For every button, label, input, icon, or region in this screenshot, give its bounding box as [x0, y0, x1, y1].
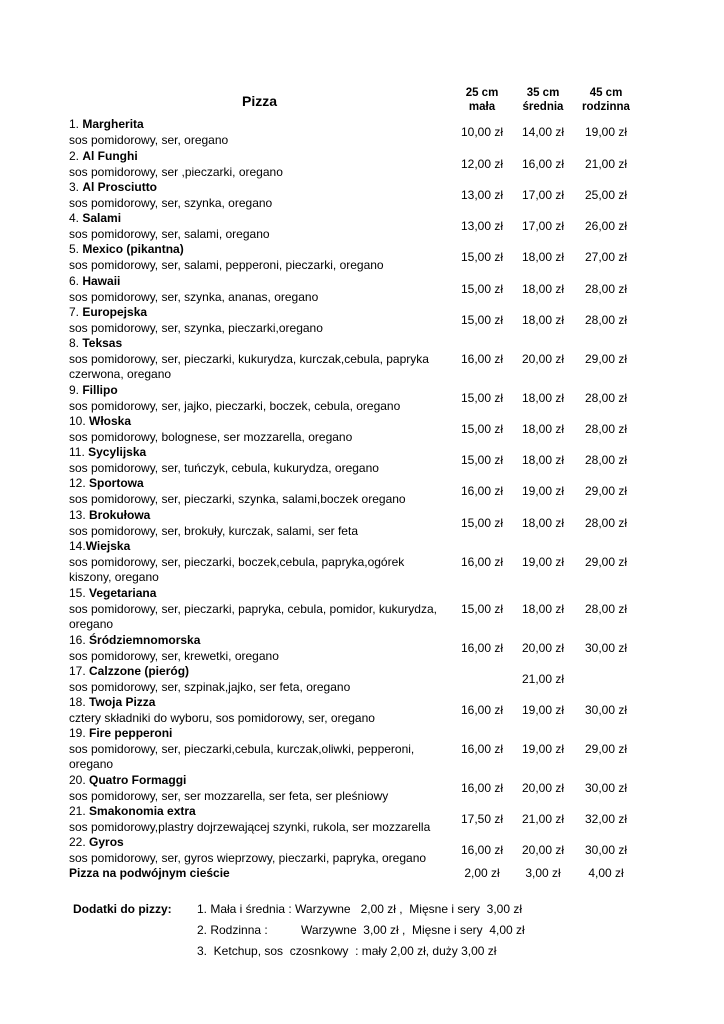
price-family: 29,00 zł [584, 741, 628, 756]
price-family: 27,00 zł [584, 250, 628, 265]
item-number: 8. [69, 336, 83, 350]
menu-item [69, 336, 649, 383]
item-ingredients: sos pomidorowy, ser, gyros wieprzowy, pieczarki, papryka, oregano [69, 850, 427, 865]
size-column-family [571, 86, 641, 114]
price-medium: 18,00 zł [521, 281, 565, 296]
menu-item [69, 242, 649, 274]
item-ingredients: sos pomidorowy, ser, pieczarki, kukurydza, kurczak,cebula, papryka czerwona, oregano [69, 351, 429, 382]
menu-item [69, 383, 649, 414]
menu-item [69, 726, 649, 773]
price-family: 29,00 zł [584, 484, 628, 499]
item-name: Śródziemnomorska [89, 633, 201, 647]
item-name: Fire pepperoni [89, 726, 173, 740]
menu-items [69, 117, 649, 866]
item-number: 15. [69, 586, 90, 600]
price-medium: 21,00 zł [521, 671, 565, 686]
price-medium: 19,00 zł [521, 554, 565, 569]
item-ingredients: sos pomidorowy, ser, szpinak,jajko, ser feta, oregano [69, 679, 351, 694]
price-small: 15,00 zł [460, 452, 504, 467]
item-number: 9. [69, 383, 83, 397]
item-number: 22. [69, 835, 90, 849]
item-number: 21. [69, 804, 90, 818]
extras-line-1: 1. Mała i średnia : Warzywne 2,00 zł , Mięsne i sery 3,00 zł [197, 902, 523, 916]
price-small: 16,00 zł [460, 351, 504, 366]
item-ingredients: cztery składniki do wyboru, sos pomidorowy, ser, oregano [69, 710, 375, 725]
price-family: 30,00 zł [584, 640, 628, 655]
price-medium: 18,00 zł [521, 515, 565, 530]
price-small: 15,00 zł [460, 312, 504, 327]
price-family: 30,00 zł [584, 842, 628, 857]
extras-line-3: 3. Ketchup, sos czosnkowy : mały 2,00 zł, duży 3,00 zł [197, 944, 497, 958]
item-number: 3. [69, 180, 83, 194]
size-cm: 25 cm [465, 87, 499, 99]
price-medium: 18,00 zł [521, 452, 565, 467]
item-name: Al Prosciutto [82, 180, 158, 194]
item-name: Sportowa [89, 476, 144, 490]
menu-item [69, 414, 649, 445]
menu-header [69, 85, 649, 117]
price-family: 29,00 zł [584, 554, 628, 569]
item-ingredients: sos pomidorowy, ser, pieczarki, szynka, salami,boczek oregano [69, 491, 406, 506]
price-family: 25,00 zł [584, 187, 628, 202]
item-ingredients: sos pomidorowy, ser, krewetki, oregano [69, 648, 279, 663]
item-name: Smakonomia extra [89, 804, 196, 818]
item-name: Mexico (pikantna) [82, 242, 184, 256]
price-medium: 20,00 zł [521, 351, 565, 366]
price-medium: 20,00 zł [521, 780, 565, 795]
size-cm: 35 cm [526, 87, 560, 99]
item-number: 1. [69, 117, 83, 131]
item-name: Brokułowa [89, 508, 151, 522]
item-name: Gyros [89, 835, 124, 849]
item-name: Sycylijska [88, 445, 147, 459]
price-small: 15,00 zł [460, 281, 504, 296]
item-ingredients: sos pomidorowy, ser ,pieczarki, oregano [69, 164, 283, 179]
menu-item [69, 804, 649, 835]
pizza-menu [69, 85, 649, 882]
item-name: Teksas [82, 336, 123, 350]
price-small: 15,00 zł [460, 601, 504, 616]
menu-item [69, 445, 649, 476]
price-family: 4,00 zł [588, 866, 624, 880]
menu-title: Pizza [242, 93, 278, 109]
price-small: 16,00 zł [460, 741, 504, 756]
price-family: 28,00 zł [584, 390, 628, 405]
item-ingredients: sos pomidorowy, ser, szynka, oregano [69, 195, 273, 210]
extras-label: Dodatki do pizzy: [73, 902, 172, 916]
price-small: 16,00 zł [460, 554, 504, 569]
price-family: 28,00 zł [584, 421, 628, 436]
item-ingredients: sos pomidorowy,plastry dojrzewającej szynki, rukola, ser mozzarella [69, 819, 431, 834]
menu-item [69, 274, 649, 305]
menu-item [69, 305, 649, 336]
menu-item [69, 586, 649, 633]
item-ingredients: sos pomidorowy, ser, salami, oregano [69, 226, 270, 241]
item-number: 16. [69, 633, 90, 647]
price-family: 32,00 zł [584, 811, 628, 826]
menu-item [69, 117, 649, 149]
item-ingredients: sos pomidorowy, ser, oregano [69, 132, 229, 147]
price-family: 28,00 zł [584, 312, 628, 327]
item-name: Margherita [82, 117, 144, 131]
menu-item [69, 508, 649, 539]
price-medium: 20,00 zł [521, 640, 565, 655]
item-name: Wiejska [85, 539, 131, 553]
price-medium: 19,00 zł [521, 702, 565, 717]
size-name: rodzinna [582, 101, 630, 113]
price-medium: 16,00 zł [521, 156, 565, 171]
price-family: 28,00 zł [584, 281, 628, 296]
price-small: 15,00 zł [460, 390, 504, 405]
price-family: 28,00 zł [584, 515, 628, 530]
price-medium: 18,00 zł [521, 312, 565, 327]
price-family: 19,00 zł [584, 125, 628, 140]
price-medium: 18,00 zł [521, 390, 565, 405]
price-medium: 14,00 zł [521, 125, 565, 140]
price-medium: 18,00 zł [521, 250, 565, 265]
item-number: 7. [69, 305, 83, 319]
size-column-medium [508, 86, 578, 114]
price-small: 16,00 zł [460, 780, 504, 795]
price-small: 16,00 zł [460, 484, 504, 499]
price-small: 13,00 zł [460, 218, 504, 233]
item-number: 2. [69, 149, 83, 163]
price-family: 30,00 zł [584, 702, 628, 717]
price-small: 16,00 zł [460, 640, 504, 655]
price-small: 15,00 zł [460, 421, 504, 436]
price-family: 26,00 zł [584, 218, 628, 233]
item-number: 4. [69, 211, 83, 225]
price-family: 28,00 zł [584, 601, 628, 616]
item-name: Hawaii [82, 274, 121, 288]
price-medium: 18,00 zł [521, 601, 565, 616]
size-name: średnia [522, 101, 564, 113]
item-name: Twoja Pizza [89, 695, 156, 709]
item-ingredients: sos pomidorowy, ser, pieczarki, boczek,cebula, papryka,ogórek kiszony, oregano [69, 554, 405, 585]
price-medium: 17,00 zł [521, 187, 565, 202]
item-name: Fillipo [82, 383, 118, 397]
item-ingredients: sos pomidorowy, ser, jajko, pieczarki, boczek, cebula, oregano [69, 398, 401, 413]
item-ingredients: sos pomidorowy, ser, szynka, pieczarki,oregano [69, 320, 323, 335]
price-medium: 18,00 zł [521, 421, 565, 436]
item-ingredients: sos pomidorowy, ser, pieczarki,cebula, kurczak,oliwki, pepperoni, oregano [69, 741, 415, 772]
item-number: 10. [69, 414, 90, 428]
price-medium: 20,00 zł [521, 842, 565, 857]
menu-item [69, 539, 649, 586]
item-name: Al Funghi [82, 149, 138, 163]
item-ingredients: sos pomidorowy, ser, szynka, ananas, oregano [69, 289, 319, 304]
item-number: 13. [69, 508, 90, 522]
menu-item [69, 211, 649, 242]
menu-item [69, 664, 649, 695]
item-number: 11. [69, 445, 89, 459]
item-name: Quatro Formaggi [89, 773, 187, 787]
price-small: 12,00 zł [460, 156, 504, 171]
double-crust-label: Pizza na podwójnym cieście [69, 866, 230, 880]
price-small: 15,00 zł [460, 250, 504, 265]
menu-item [69, 180, 649, 211]
price-family: 28,00 zł [584, 452, 628, 467]
item-name: Włoska [89, 414, 132, 428]
item-number: 6. [69, 274, 83, 288]
item-number: 5. [69, 242, 83, 256]
price-medium: 17,00 zł [521, 218, 565, 233]
item-ingredients: sos pomidorowy, ser, brokuły, kurczak, salami, ser feta [69, 523, 358, 538]
item-number: 12. [69, 476, 90, 490]
item-ingredients: sos pomidorowy, bolognese, ser mozzarella, oregano [69, 429, 353, 444]
extras-line-2: 2. Rodzinna : Warzywne 3,00 zł , Mięsne i sery 4,00 zł [197, 923, 525, 937]
price-small: 2,00 zł [464, 866, 500, 880]
item-ingredients: sos pomidorowy, ser, pieczarki, papryka, cebula, pomidor, kukurydza, oregano [69, 601, 437, 632]
menu-item [69, 149, 649, 180]
menu-item [69, 773, 649, 804]
size-column-small [447, 86, 517, 114]
menu-item [69, 695, 649, 726]
item-number: 19. [69, 726, 90, 740]
item-number: 14. [69, 539, 86, 553]
item-ingredients: sos pomidorowy, ser, salami, pepperoni, pieczarki, oregano [69, 257, 384, 272]
price-small: 16,00 zł [460, 702, 504, 717]
menu-item [69, 476, 649, 508]
item-ingredients: sos pomidorowy, ser, tuńczyk, cebula, kukurydza, oregano [69, 460, 379, 475]
price-small: 10,00 zł [460, 125, 504, 140]
menu-item [69, 835, 649, 866]
price-family: 30,00 zł [584, 780, 628, 795]
menu-item [69, 633, 649, 664]
price-medium: 19,00 zł [521, 741, 565, 756]
price-medium: 21,00 zł [521, 811, 565, 826]
double-crust-row [69, 866, 649, 882]
item-ingredients: sos pomidorowy, ser, ser mozzarella, ser feta, ser pleśniowy [69, 788, 389, 803]
price-small: 13,00 zł [460, 187, 504, 202]
price-small: 15,00 zł [460, 515, 504, 530]
item-name: Calzzone (pieróg) [89, 664, 190, 678]
item-name: Europejska [82, 305, 148, 319]
price-medium: 3,00 zł [525, 866, 561, 880]
item-name: Salami [82, 211, 122, 225]
size-name: mała [468, 101, 496, 113]
size-cm: 45 cm [589, 87, 623, 99]
price-family: 21,00 zł [584, 156, 628, 171]
price-medium: 19,00 zł [521, 484, 565, 499]
price-small: 16,00 zł [460, 842, 504, 857]
item-number: 20. [69, 773, 90, 787]
item-number: 18. [69, 695, 90, 709]
item-name: Vegetariana [89, 586, 157, 600]
price-small: 17,50 zł [460, 811, 504, 826]
price-family: 29,00 zł [584, 351, 628, 366]
item-number: 17. [69, 664, 90, 678]
